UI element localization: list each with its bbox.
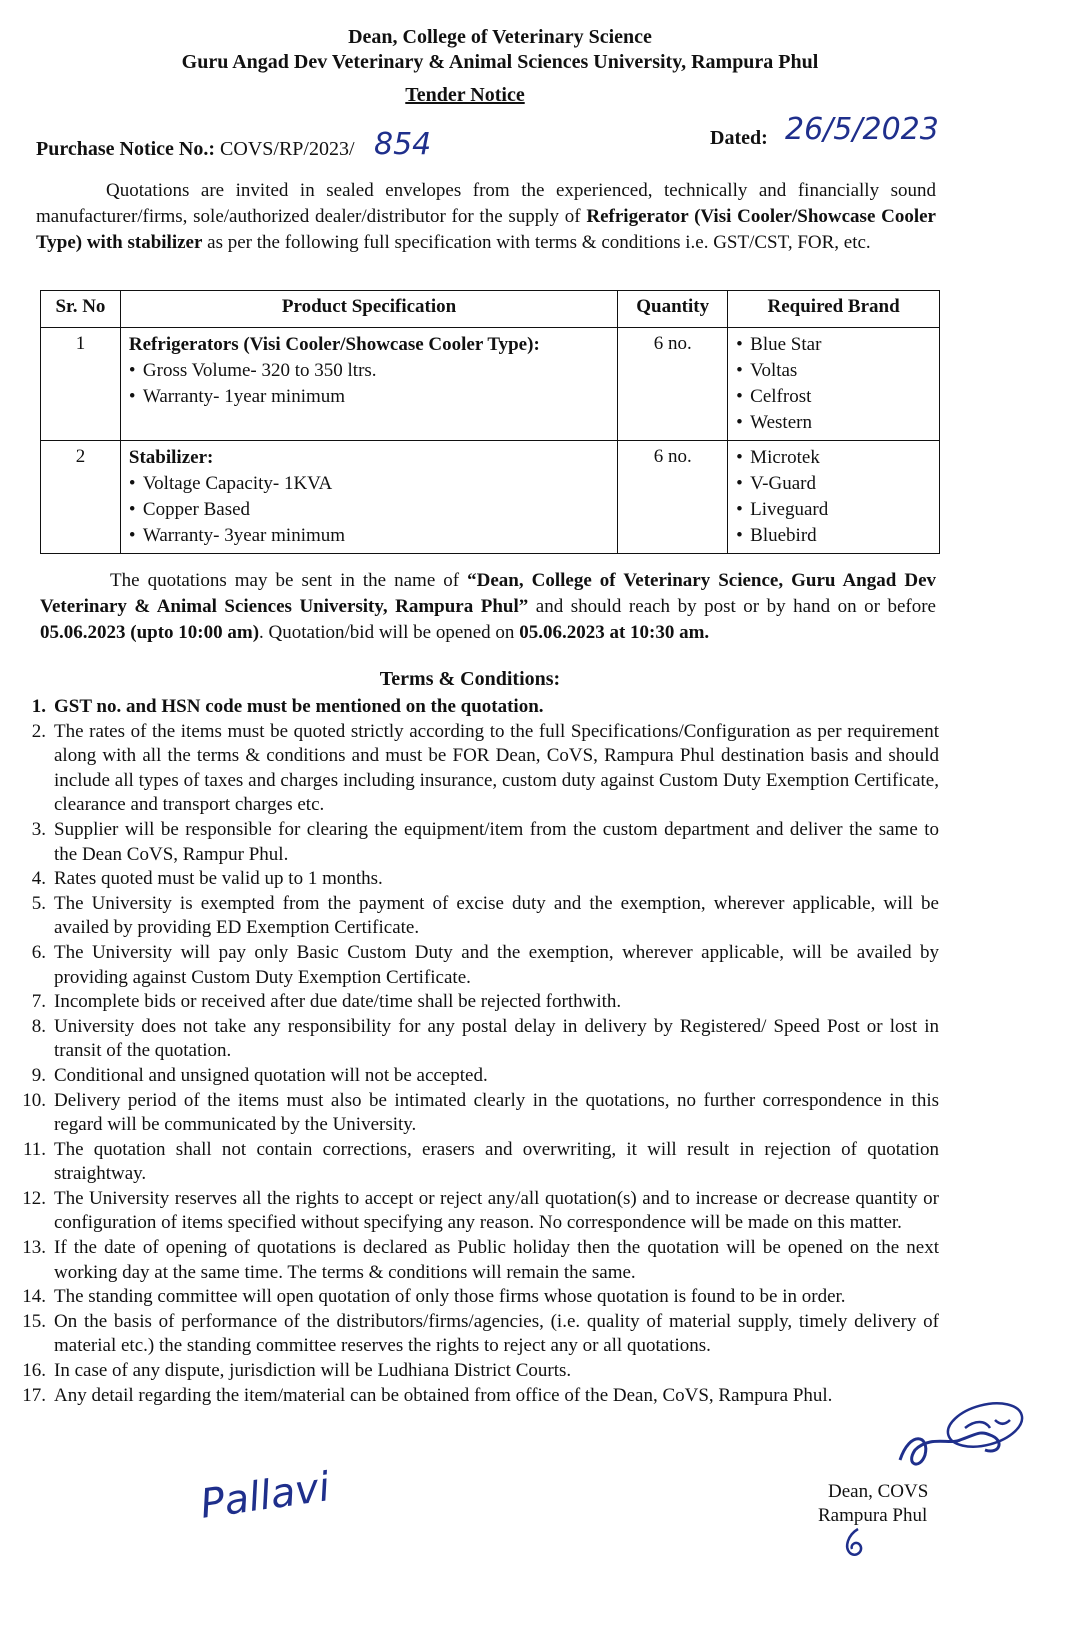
signatory-place: Rampura Phul [818, 1505, 928, 1526]
brand-item: • Bluebird [736, 523, 931, 549]
term-number: 2. [31, 720, 46, 742]
term-number: 5. [31, 892, 46, 914]
intro-text-1: Quotations are invited in sealed envelopes from the experienced, technically and financially sound manufacturer/firms, sole/authorized dealer/distributor for the supply of [36, 180, 936, 227]
spec-list [129, 471, 609, 549]
list-item [14, 1310, 939, 1359]
terms-list [14, 695, 939, 1408]
brand-list [736, 332, 931, 436]
term-number: 10. [22, 1089, 46, 1111]
brand-item: • V-Guard [736, 471, 931, 497]
list-item [14, 867, 939, 892]
term-number: 14. [22, 1286, 46, 1308]
brand-item: • Liveguard [736, 497, 931, 523]
term-number: 7. [31, 991, 46, 1013]
term-number: 3. [31, 818, 46, 840]
term-text: The University reserves all the rights to accept or reject any/all quotation(s) and to increase or decrease quantity or configuration of items specified without specifying any reason. No correspondence will be made on this matter. [54, 1187, 939, 1234]
term-text: University does not take any responsibility for any postal delay in delivery by Registered/ Speed Post or lost in transit of the quotation. [54, 1015, 939, 1062]
brand-item: • Celfrost [736, 384, 931, 410]
term-text: Supplier will be responsible for clearing the equipment/item from the custom department and deliver the same to the Dean CoVS, Rampur Phul. [54, 818, 939, 865]
list-item [14, 941, 939, 990]
list-item [14, 1384, 939, 1409]
list-item [14, 1359, 939, 1384]
list-item [14, 1187, 939, 1236]
purchase-notice-prefix: COVS/RP/2023/ [220, 138, 355, 160]
intro-paragraph [36, 178, 936, 256]
list-item [14, 695, 939, 720]
terms-heading: Terms & Conditions: [379, 668, 561, 690]
dated-label: Dated: [710, 127, 768, 149]
term-text: The University is exempted from the payment of excise duty and the exemption, wherever applicable, will be availed by providing ED Exemption Certificate. [54, 892, 939, 939]
term-number: 13. [22, 1237, 46, 1259]
table-row [41, 441, 940, 554]
term-text: In case of any dispute, jurisdiction will be Ludhiana District Courts. [54, 1360, 572, 1382]
row-sr: 1 [41, 328, 121, 441]
submission-paragraph [40, 568, 936, 646]
term-text: The standing committee will open quotation of only those firms whose quotation is found to be in order. [54, 1286, 846, 1308]
brand-item: • Blue Star [736, 332, 931, 358]
row-spec [120, 441, 617, 554]
term-text: The quotation shall not contain corrections, erasers and overwriting, it will result in rejection of quotation straightway. [54, 1138, 939, 1185]
term-text: Delivery period of the items must also be intimated clearly in the quotations, no further correspondence in this regard will be communicated by the University. [54, 1089, 939, 1136]
spec-item: • Gross Volume- 320 to 350 ltrs. [129, 358, 609, 384]
term-number: 6. [31, 941, 46, 963]
brand-item: • Western [736, 410, 931, 436]
purchase-notice-label: Purchase Notice No.: [36, 138, 216, 160]
brand-item: • Voltas [736, 358, 931, 384]
dated-handwritten: 26/5/2023 [785, 112, 939, 147]
spec-list [129, 358, 609, 410]
term-number: 4. [31, 868, 46, 890]
row-qty: 6 no. [618, 328, 728, 441]
row-brands [728, 441, 940, 554]
term-text: GST no. and HSN code must be mentioned on the quotation. [54, 696, 544, 717]
row-spec-title: Stabilizer: [128, 447, 214, 468]
term-number: 11. [22, 1138, 46, 1160]
submission-deadline: 05.06.2023 (upto 10:00 am) [40, 622, 260, 643]
list-item [14, 990, 939, 1015]
term-number: 12. [22, 1187, 46, 1209]
submission-text-1: The quotations may be sent in the name of [110, 570, 468, 591]
col-header-spec: Product Specification [120, 291, 617, 328]
row-brands [728, 328, 940, 441]
spec-item: • Warranty- 3year minimum [129, 523, 609, 549]
term-text: Any detail regarding the item/material can be obtained from office of the Dean, CoVS, Rampura Phul. [54, 1384, 833, 1406]
term-number: 15. [22, 1310, 46, 1332]
term-number: 9. [31, 1064, 46, 1086]
submission-text-2: and should reach by post or by hand on or before [528, 596, 936, 617]
submission-opening: 05.06.2023 at 10:30 am. [519, 622, 710, 643]
term-number: 8. [31, 1015, 46, 1037]
brand-item: • Microtek [736, 445, 931, 471]
term-text: Incomplete bids or received after due date/time shall be rejected forthwith. [54, 991, 622, 1013]
header-dean-line: Dean, College of Veterinary Science [348, 26, 652, 48]
col-header-qty: Quantity [618, 291, 728, 328]
table-header-row [41, 291, 940, 328]
term-text: Rates quoted must be valid up to 1 months. [54, 868, 383, 890]
col-header-brand: Required Brand [728, 291, 940, 328]
header-title-wrap [0, 82, 930, 108]
purchase-notice [36, 136, 355, 162]
term-text: If the date of opening of quotations is declared as Public holiday then the quotation will be opened on the next working day at the same time. The terms & conditions will remain the same. [54, 1237, 939, 1283]
row-spec [120, 328, 617, 441]
list-item [14, 892, 939, 941]
signatory-title: Dean, COVS [828, 1481, 929, 1502]
page-title: Tender Notice [405, 84, 525, 106]
list-item [14, 818, 939, 867]
submission-addressee: “Dean, College of Veterinary Science, Guru Angad Dev Veterinary & Animal Sciences University, Rampura Phul” [40, 570, 936, 617]
term-text: On the basis of performance of the distributors/firms/agencies, (i.e. quality of material supply, timely delivery of material etc.) the standing committee reserves the rights to reject any or all quotations. [54, 1310, 939, 1357]
term-number: 16. [22, 1360, 46, 1382]
list-item [14, 1138, 939, 1187]
table-row [41, 328, 940, 441]
list-item [14, 720, 939, 818]
initial-mark [840, 1525, 870, 1560]
row-spec-title: Refrigerators (Visi Cooler/Showcase Cooler Type): [128, 334, 540, 355]
purchase-notice-number-handwritten: 854 [374, 127, 432, 162]
handwritten-signature-left: Pallavi [197, 1464, 333, 1528]
list-item [14, 1089, 939, 1138]
list-item [14, 1285, 939, 1310]
spec-item: • Warranty- 1year minimum [129, 384, 609, 410]
list-item [14, 1015, 939, 1064]
intro-bold-item: Refrigerator (Visi Cooler/Showcase Cooler Type) with stabilizer [36, 206, 936, 253]
list-item [14, 1236, 939, 1285]
col-header-sr: Sr. No [41, 291, 121, 328]
term-number: 17. [22, 1384, 46, 1406]
term-number: 1. [31, 696, 46, 717]
specification-table [40, 290, 940, 554]
intro-text-2: as per the following full specification with terms & conditions i.e. GST/CST, FOR, etc. [202, 232, 871, 253]
row-sr: 2 [41, 441, 121, 554]
term-text: The rates of the items must be quoted strictly according to the full Specifications/Configuration as per requirement along with all the terms & conditions and must be FOR Dean, CoVS, Rampura Phul destination basis and should include all types of taxes and charges including insurance, custom duty against Custom Duty Exemption Certificate, clearance and transport charges etc. [54, 720, 939, 816]
header-university-line: Guru Angad Dev Veterinary & Animal Sciences University, Rampura Phul [181, 51, 819, 73]
row-qty: 6 no. [618, 441, 728, 554]
signature-scribble [880, 1390, 1030, 1490]
list-item [14, 1064, 939, 1089]
submission-text-3: . Quotation/bid will be opened on [259, 622, 520, 643]
term-text: The University will pay only Basic Custom Duty and the exemption, wherever applicable, will be availed by providing against Custom Duty Exemption Certificate. [54, 941, 939, 988]
brand-list [736, 445, 931, 549]
spec-item: • Voltage Capacity- 1KVA [129, 471, 609, 497]
term-text: Conditional and unsigned quotation will not be accepted. [54, 1064, 488, 1086]
spec-item: • Copper Based [129, 497, 609, 523]
